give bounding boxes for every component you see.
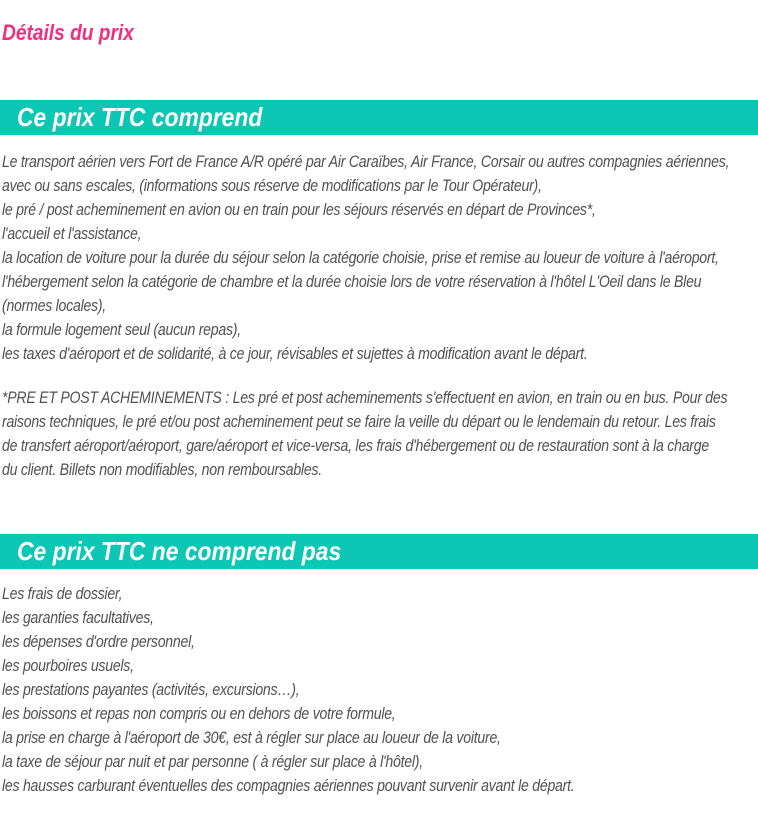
- note-line: raisons techniques, le pré et/ou post acheminement peut se faire la veille du départ ou le lendemain du retour. Les frais: [2, 412, 716, 431]
- page-title: Détails du prix: [2, 20, 134, 45]
- excluded-item: la prise en charge à l'aéroport de 30€, est à régler sur place au loueur de la voiture,: [2, 728, 501, 747]
- included-item: (normes locales),: [2, 296, 106, 315]
- pre-post-acheminements-note: [2, 386, 727, 482]
- excluded-item: les dépenses d'ordre personnel,: [2, 632, 195, 651]
- note-line: du client. Billets non modifiables, non remboursables.: [2, 460, 322, 479]
- section-banner-excluded: [0, 534, 758, 569]
- included-items-list: [2, 150, 729, 366]
- excluded-item: les hausses carburant éventuelles des compagnies aériennes pouvant survenir avant le départ.: [2, 776, 575, 795]
- note-line: *PRE ET POST ACHEMINEMENTS : Les pré et post acheminements s'effectuent en avion, en train ou en bus. Pour des: [2, 388, 728, 407]
- excluded-items-list: [2, 582, 574, 798]
- excluded-item: les pourboires usuels,: [2, 656, 134, 675]
- excluded-item: la taxe de séjour par nuit et par personne ( à régler sur place à l'hôtel),: [2, 752, 423, 771]
- included-item: l'hébergement selon la catégorie de chambre et la durée choisie lors de votre réservation à l'hôtel L'Oeil dans le Bleu: [2, 272, 702, 291]
- section-heading-excluded: Ce prix TTC ne comprend pas: [17, 536, 342, 566]
- included-item: Le transport aérien vers Fort de France A/R opéré par Air Caraïbes, Air France, Corsair ou autres compagnies aériennes,: [2, 152, 730, 171]
- excluded-item: les boissons et repas non compris ou en dehors de votre formule,: [2, 704, 396, 723]
- excluded-item: Les frais de dossier,: [2, 584, 123, 603]
- excluded-item: les prestations payantes (activités, excursions…),: [2, 680, 300, 699]
- section-banner-included: [0, 100, 758, 135]
- included-item: les taxes d'aéroport et de solidarité, à ce jour, révisables et sujettes à modification avant le départ.: [2, 344, 588, 363]
- included-item: avec ou sans escales, (informations sous réserve de modifications par le Tour Opérateur),: [2, 176, 542, 195]
- section-heading-included: Ce prix TTC comprend: [17, 102, 263, 132]
- included-item: l'accueil et l'assistance,: [2, 224, 142, 243]
- included-item: le pré / post acheminement en avion ou en train pour les séjours réservés en départ de Provinces*,: [2, 200, 596, 219]
- included-item: la location de voiture pour la durée du séjour selon la catégorie choisie, prise et remise au loueur de voiture à l'aéroport,: [2, 248, 719, 267]
- note-line: de transfert aéroport/aéroport, gare/aéroport et vice-versa, les frais d'hébergement ou de restauration sont à la charge: [2, 436, 709, 455]
- excluded-item: les garanties facultatives,: [2, 608, 154, 627]
- included-item: la formule logement seul (aucun repas),: [2, 320, 241, 339]
